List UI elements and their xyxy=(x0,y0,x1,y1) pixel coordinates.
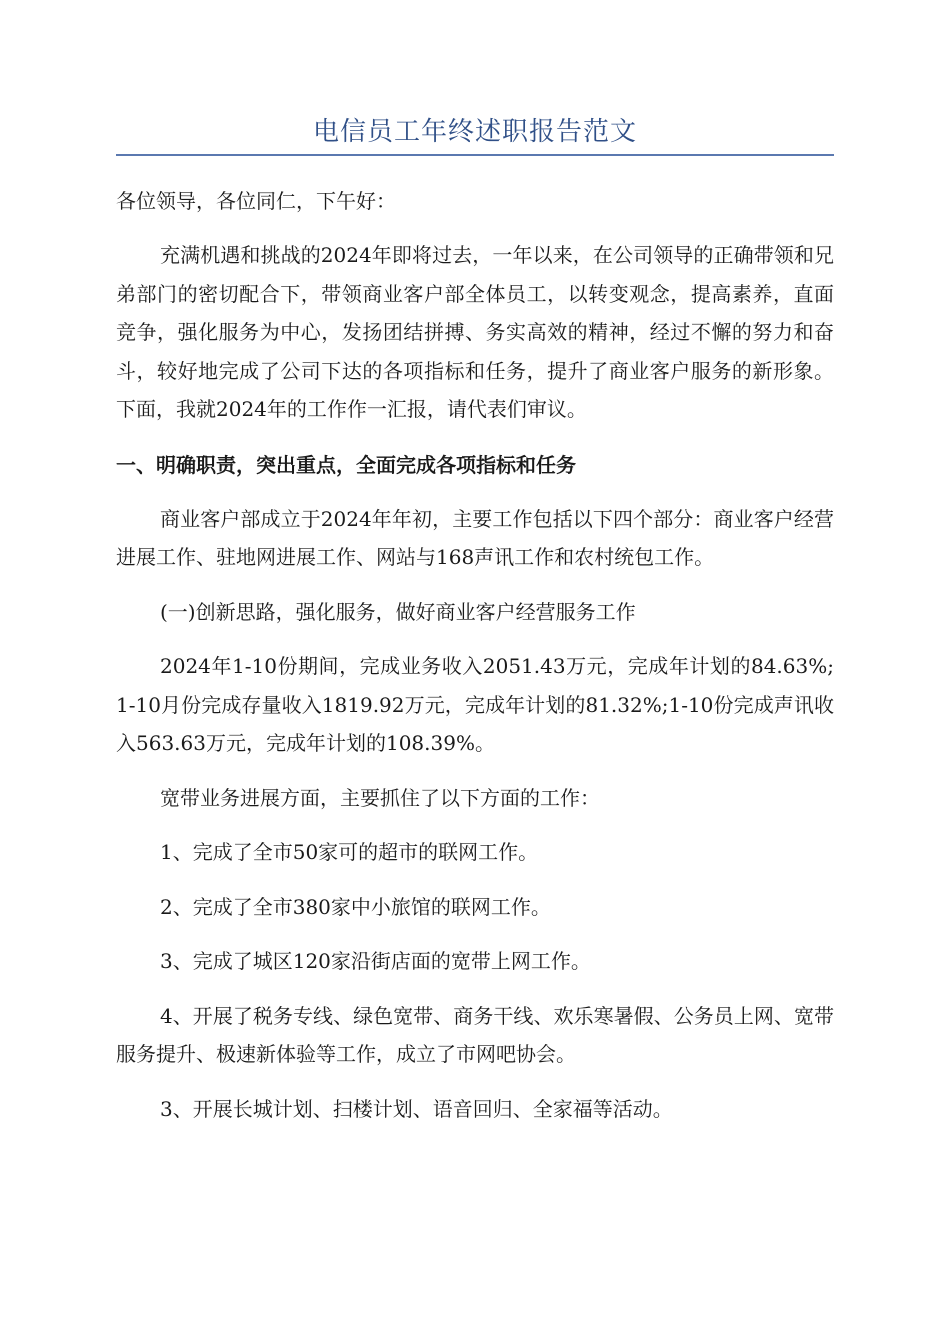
list-item: 3、完成了城区120家沿街店面的宽带上网工作。 xyxy=(160,949,591,973)
revenue-paragraph: 2024年1-10份期间，完成业务收入2051.43万元，完成年计划的84.63%;1-10月份完成存量收入1819.92万元，完成年计划的81.32%;1-10份完成声讯收入563.63万元，完成年计划的108.39%。 xyxy=(116,654,834,755)
document-title: 电信员工年终述职报告范文 xyxy=(312,117,637,147)
salutation: 各位领导，各位同仁，下午好： xyxy=(116,189,396,213)
list-item: 3、开展长城计划、扫楼计划、语音回归、全家福等活动。 xyxy=(160,1096,673,1121)
list-item: 4、开展了税务专线、绿色宽带、商务干线、欢乐寒暑假、公务员上网、宽带服务提升、极速新体验等工作，成立了市网吧协会。 xyxy=(116,1003,834,1066)
list-item: 1、完成了全市50家可的超市的联网工作。 xyxy=(160,840,539,864)
intro-paragraph: 充满机遇和挑战的2024年即将过去，一年以来，在公司领导的正确带领和兄弟部门的密切配合下，带领商业客户部全体员工，以转变观念，提高素养，直面竞争，强化服务为中心，发扬团结拼搏、务实高效的精神，经过不懈的努力和奋斗，较好地完成了公司下达的各项指标和任务，提升了商业客户服务的新形象。下面，我就2024年的工作作一汇报，请代表们审议。 xyxy=(116,243,834,421)
broadband-intro: 宽带业务进展方面，主要抓住了以下方面的工作： xyxy=(160,785,600,810)
subsection-heading: (一)创新思路，强化服务，做好商业客户经营服务工作 xyxy=(160,599,636,624)
section-heading: 一、明确职责，突出重点，全面完成各项指标和任务 xyxy=(116,452,576,477)
list-item: 2、完成了全市380家中小旅馆的联网工作。 xyxy=(160,894,551,919)
section-paragraph: 商业客户部成立于2024年年初，主要工作包括以下四个部分：商业客户经营进展工作、驻地网进展工作、网站与168声讯工作和农村统包工作。 xyxy=(116,506,834,569)
document-page xyxy=(116,112,834,1128)
title-underline xyxy=(116,154,834,156)
